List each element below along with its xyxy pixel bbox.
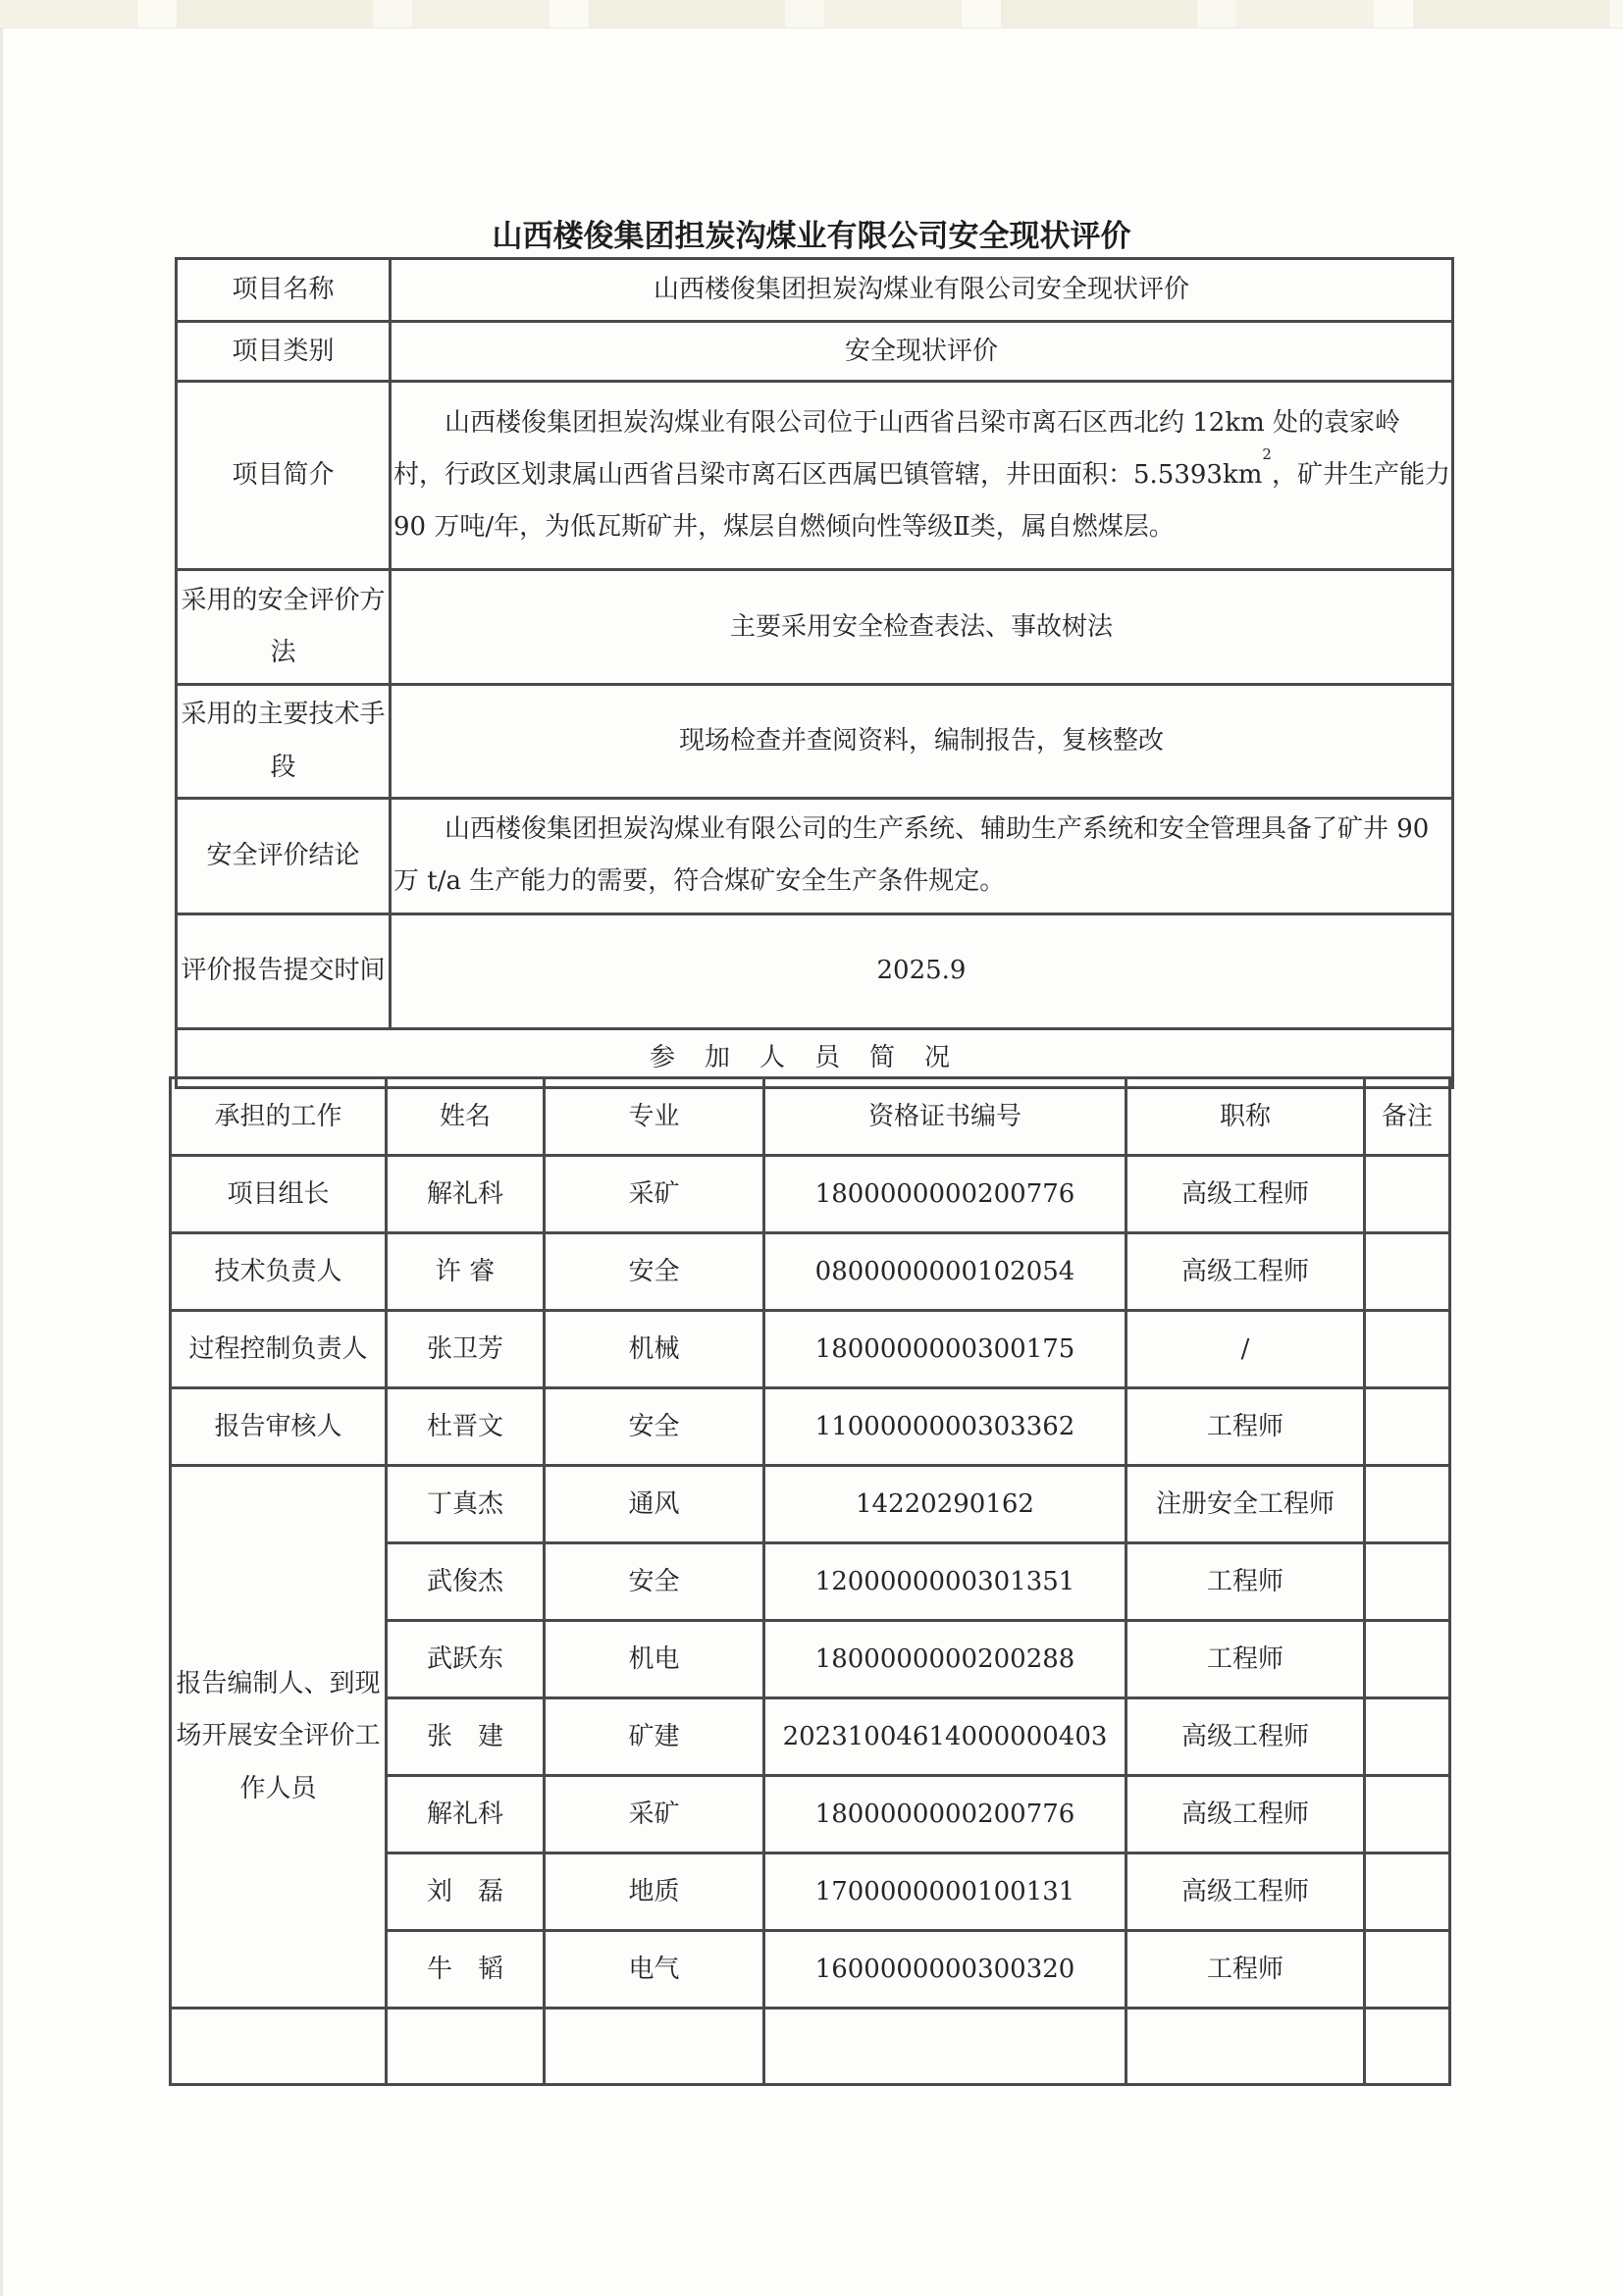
cell-major: 通风 — [545, 1466, 764, 1543]
cell-note — [1365, 1853, 1450, 1931]
cell-major: 安全 — [545, 1388, 764, 1466]
cell-major: 矿建 — [545, 1698, 764, 1776]
summary-superscript: 2 — [1262, 444, 1272, 463]
cell-name: 武俊杰 — [387, 1543, 545, 1621]
cell-name: 解礼科 — [387, 1776, 545, 1853]
row-conclusion — [177, 799, 1453, 914]
cell-role: 项目组长 — [171, 1156, 387, 1233]
cell-major: 安全 — [545, 1543, 764, 1621]
empty-cell — [1126, 2009, 1365, 2085]
cell-major: 安全 — [545, 1233, 764, 1311]
value-project-name: 山西楼俊集团担炭沟煤业有限公司安全现状评价 — [391, 259, 1453, 322]
empty-cell — [545, 2009, 764, 2085]
value-conclusion: 山西楼俊集团担炭沟煤业有限公司的生产系统、辅助生产系统和安全管理具备了矿井 90 万 t/a 生产能力的需要，符合煤矿安全生产条件规定。 — [391, 799, 1453, 914]
cell-name: 武跃东 — [387, 1621, 545, 1698]
header-note: 备注 — [1365, 1078, 1450, 1156]
row-project-summary — [177, 382, 1453, 570]
personnel-row — [171, 1466, 1450, 1543]
cell-major: 机电 — [545, 1621, 764, 1698]
cell-title: 高级工程师 — [1126, 1233, 1365, 1311]
cell-cert: 1800000000200776 — [764, 1776, 1126, 1853]
cell-cert: 1800000000200776 — [764, 1156, 1126, 1233]
label-conclusion: 安全评价结论 — [177, 799, 391, 914]
row-project-type — [177, 322, 1453, 382]
cell-title: 工程师 — [1126, 1931, 1365, 2009]
cell-name: 许 睿 — [387, 1233, 545, 1311]
header-role: 承担的工作 — [171, 1078, 387, 1156]
scan-edge-strip — [0, 0, 1623, 28]
document-title: 山西楼俊集团担炭沟煤业有限公司安全现状评价 — [492, 219, 1131, 254]
cell-cert: 1700000000100131 — [764, 1853, 1126, 1931]
empty-cell — [764, 2009, 1126, 2085]
cell-note — [1365, 1388, 1450, 1466]
cell-title: 高级工程师 — [1126, 1698, 1365, 1776]
header-name: 姓名 — [387, 1078, 545, 1156]
header-major: 专业 — [545, 1078, 764, 1156]
row-method — [177, 570, 1453, 685]
label-submit-date: 评价报告提交时间 — [177, 913, 391, 1028]
cell-title: / — [1126, 1311, 1365, 1388]
value-method: 主要采用安全检查表法、事故树法 — [391, 570, 1453, 685]
cell-note — [1365, 1311, 1450, 1388]
cell-note — [1365, 1466, 1450, 1543]
cell-title: 高级工程师 — [1126, 1156, 1365, 1233]
cell-title: 注册安全工程师 — [1126, 1466, 1365, 1543]
project-info-table — [175, 257, 1454, 1089]
cell-note — [1365, 1698, 1450, 1776]
cell-name: 解礼科 — [387, 1156, 545, 1233]
cell-major: 机械 — [545, 1311, 764, 1388]
cell-cert: 1800000000200288 — [764, 1621, 1126, 1698]
cell-cert: 1200000000301351 — [764, 1543, 1126, 1621]
empty-row — [171, 2009, 1450, 2085]
cell-note — [1365, 1621, 1450, 1698]
cell-role: 技术负责人 — [171, 1233, 387, 1311]
cell-name: 张卫芳 — [387, 1311, 545, 1388]
personnel-row — [171, 1233, 1450, 1311]
cell-title: 工程师 — [1126, 1388, 1365, 1466]
personnel-row — [171, 1388, 1450, 1466]
label-tech: 采用的主要技术手段 — [177, 685, 391, 799]
summary-text-2: ，矿井生产能力 90 万吨/年，为低瓦斯矿井，煤层自燃倾向性等级Ⅱ类，属自燃煤层。 — [393, 459, 1450, 543]
cell-note — [1365, 1543, 1450, 1621]
personnel-row — [171, 1156, 1450, 1233]
row-tech — [177, 685, 1453, 799]
cell-cert: 1100000000303362 — [764, 1388, 1126, 1466]
cell-title: 高级工程师 — [1126, 1853, 1365, 1931]
value-submit-date: 2025.9 — [391, 913, 1453, 1028]
personnel-table — [169, 1076, 1451, 2086]
personnel-row — [171, 1311, 1450, 1388]
label-project-summary: 项目简介 — [177, 382, 391, 570]
label-project-name: 项目名称 — [177, 259, 391, 322]
cell-name: 牛 韬 — [387, 1931, 545, 2009]
cell-title: 工程师 — [1126, 1543, 1365, 1621]
empty-cell — [171, 2009, 387, 2085]
cell-name: 丁真杰 — [387, 1466, 545, 1543]
cell-major: 地质 — [545, 1853, 764, 1931]
cell-major: 电气 — [545, 1931, 764, 2009]
cell-title: 工程师 — [1126, 1621, 1365, 1698]
cell-cert: 20231004614000000403 — [764, 1698, 1126, 1776]
cell-role: 过程控制负责人 — [171, 1311, 387, 1388]
cell-major: 采矿 — [545, 1156, 764, 1233]
cell-cert: 0800000000102054 — [764, 1233, 1126, 1311]
header-title: 职称 — [1126, 1078, 1365, 1156]
cell-name: 张 建 — [387, 1698, 545, 1776]
value-project-summary — [391, 382, 1453, 570]
empty-cell — [387, 2009, 545, 2085]
summary-text-1: 山西楼俊集团担炭沟煤业有限公司位于山西省吕梁市离石区西北约 12km 处的袁家岭村，行政区划隶属山西省吕梁市离石区西属巴镇管辖，井田面积：5.5393km — [393, 407, 1401, 490]
label-project-type: 项目类别 — [177, 322, 391, 382]
section-title-personnel: 参加人员简况 — [177, 1028, 1453, 1087]
cell-note — [1365, 1156, 1450, 1233]
personnel-header-row — [171, 1078, 1450, 1156]
header-cert: 资格证书编号 — [764, 1078, 1126, 1156]
cell-cert: 1800000000300175 — [764, 1311, 1126, 1388]
cell-cert: 1600000000300320 — [764, 1931, 1126, 2009]
cell-note — [1365, 1776, 1450, 1853]
cell-title: 高级工程师 — [1126, 1776, 1365, 1853]
cell-note — [1365, 1931, 1450, 2009]
row-submit-date — [177, 913, 1453, 1028]
cell-role: 报告审核人 — [171, 1388, 387, 1466]
value-project-type: 安全现状评价 — [391, 322, 1453, 382]
cell-cert: 14220290162 — [764, 1466, 1126, 1543]
cell-major: 采矿 — [545, 1776, 764, 1853]
cell-name: 刘 磊 — [387, 1853, 545, 1931]
empty-cell — [1365, 2009, 1450, 2085]
cell-name: 杜晋文 — [387, 1388, 545, 1466]
value-tech: 现场检查并查阅资料，编制报告，复核整改 — [391, 685, 1453, 799]
cell-group-role: 报告编制人、到现场开展安全评价工作人员 — [171, 1466, 387, 2009]
label-method: 采用的安全评价方法 — [177, 570, 391, 685]
row-project-name — [177, 259, 1453, 322]
scan-left-edge — [0, 27, 3, 2296]
cell-note — [1365, 1233, 1450, 1311]
